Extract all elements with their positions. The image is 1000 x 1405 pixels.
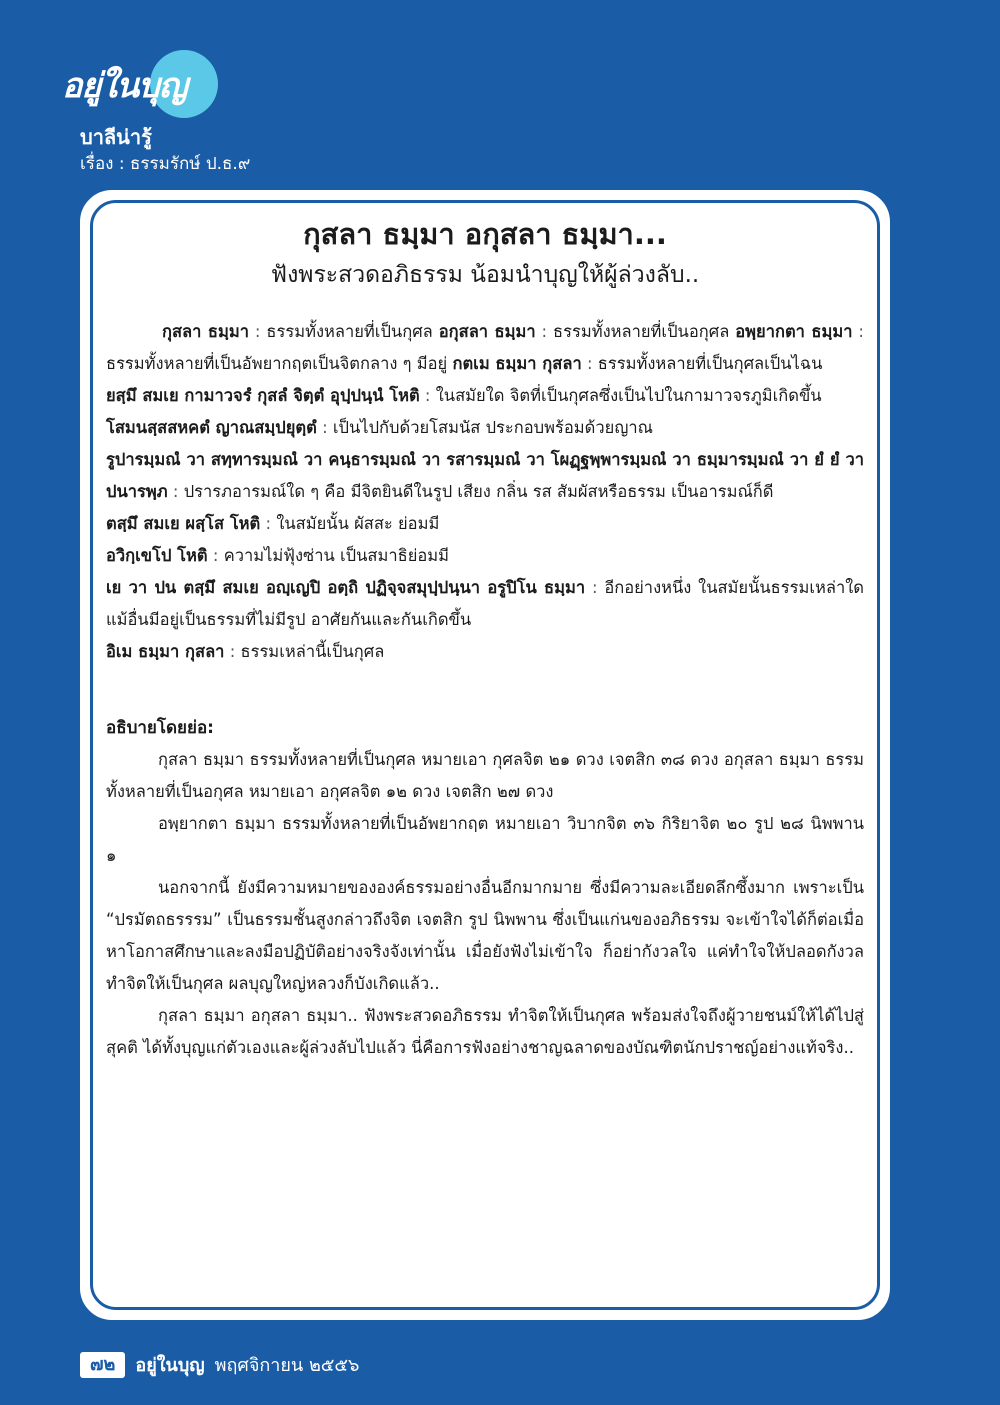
pali-verses [106, 316, 864, 668]
pali-term: รูปารมฺมณํ วา สทฺทารมฺมณํ วา คนฺธารมฺมณํ วา รสารมฺมณํ วา โผฏฺฐพฺพารมฺมณํ วา ธมฺมารมฺมณํ วา ยํ ยํ วา ปนารพฺภ [106, 450, 864, 501]
pali-term: กุสลา ธมฺมา [162, 322, 249, 341]
thai-translation: ธรรมทั้งหลายที่เป็นอัพยากฤตเป็นจิตกลาง ๆ มีอยู่ [106, 354, 453, 373]
page-footer [80, 1350, 359, 1379]
pali-term: อวิกฺเขโป โหติ [106, 546, 208, 565]
pali-term: อพฺยากตา ธมฺมา [735, 322, 853, 341]
pali-term: ยสฺมึ สมเย กามาวจรํ กุสลํ จิตฺตํ อุปฺปนฺนํ โหติ [106, 386, 420, 405]
explanation-paragraph: กุสลา ธมฺมา ธรรมทั้งหลายที่เป็นกุศล หมายเอา กุศลจิต ๒๑ ดวง เจตสิก ๓๘ ดวง อกุสลา ธมฺมา ธรรมทั้งหลายที่เป็นอกุศล หมายเอา อกุศลจิต ๑๒ ดวง เจตสิก ๒๗ ดวง [106, 750, 864, 801]
logo-text: อยู่ในบุญ [62, 66, 187, 106]
thai-translation: ธรรมเหล่านี้เป็นกุศล [240, 642, 385, 661]
pali-term: เย วา ปน ตสฺมึ สมเย อญฺเญปิ อตฺถิ ปฏิจฺจสมุปฺปนฺนา อรูปิโน ธมฺมา [106, 578, 586, 597]
pali-term: กตเม ธมฺมา กุสลา [452, 354, 582, 373]
section-title: บาลีน่ารู้ [80, 125, 152, 149]
footer-magazine-name: อยู่ในบุญ [135, 1355, 205, 1376]
verse-line [106, 412, 864, 444]
pali-term: อกุสลา ธมฺมา [438, 322, 536, 341]
separator: : [316, 418, 333, 437]
article-title: กุสลา ธมฺมา อกุสลา ธมฺมา... [303, 217, 667, 251]
separator: : [248, 322, 267, 341]
thai-translation: ธรรมทั้งหลายที่เป็นกุศล [266, 322, 439, 341]
verse-line [106, 572, 864, 636]
separator: : [260, 514, 277, 533]
article-subtitle: ฟังพระสวดอภิธรรม น้อมนำบุญให้ผู้ล่วงลับ.. [270, 262, 700, 288]
footer-date: พฤศจิกายน ๒๕๕๖ [214, 1355, 360, 1376]
article-card [80, 190, 890, 1320]
explanation-paragraph: นอกจากนี้ ยังมีความหมายขององค์ธรรมอย่างอื่นอีกมากมาย ซึ่งมีความละเอียดลึกซึ้งมาก เพราะเป็น “ปรมัตถธรรรม” เป็นธรรมชั้นสูงกล่าวถึงจิต เจตสิก รูป นิพพาน ซึ่งเป็นแก่นของอภิธรรม จะเข้าใจได้ก็ต่อเมื่อหาโอกาสศึกษาและลงมือปฏิบัติอย่างจริงจังเท่านั้น เมื่อยังฟังไม่เข้าใจ ก็อย่ากังวลใจ แค่ทำใจให้ปลอดกังวล ทำจิตให้เป็นกุศล ผลบุญใหญ่หลวงก็บังเกิดแล้ว.. [106, 878, 864, 993]
byline: เรื่อง : ธรรมรักษ์ ป.ธ.๙ [80, 154, 251, 174]
separator: : [419, 386, 436, 405]
thai-translation: ในสมัยใด จิตที่เป็นกุศลซึ่งเป็นไปในกามาวจรภูมิเกิดขึ้น [435, 386, 822, 405]
thai-translation: ปรารภอารมณ์ใด ๆ คือ มีจิตยินดีในรูป เสียง กลิ่น รส สัมผัสหรือธรรม เป็นอารมณ์ก็ดี [183, 482, 774, 501]
pali-term: อิเม ธมฺมา กุสลา [106, 642, 225, 661]
thai-translation: อีกอย่างหนึ่ง ในสมัยนั้นธรรมเหล่าใด แม้อื่นมีอยู่เป็นธรรมที่ไม่มีรูป อาศัยกันและกันเกิดขึ้น [106, 578, 864, 629]
explanation-paragraphs [106, 744, 864, 1064]
separator: : [585, 578, 605, 597]
verse-line [106, 316, 864, 380]
thai-translation: ธรรมทั้งหลายที่เป็นอกุศล [553, 322, 736, 341]
verse-line [106, 540, 864, 572]
thai-translation: เป็นไปกับด้วยโสมนัส ประกอบพร้อมด้วยญาณ [332, 418, 653, 437]
explanation-paragraph: อพฺยากตา ธมฺมา ธรรมทั้งหลายที่เป็นอัพยากฤต หมายเอา วิบากจิต ๓๖ กิริยาจิต ๒๐ รูป ๒๘ นิพพาน ๑ [106, 814, 864, 865]
verse-line [106, 508, 864, 540]
verse-line [106, 444, 864, 508]
page-number: ๗๒ [80, 1352, 125, 1378]
separator: : [167, 482, 184, 501]
separator: : [581, 354, 598, 373]
explanation-heading: อธิบายโดยย่อ: [106, 718, 214, 738]
thai-translation: ในสมัยนั้น ผัสสะ ย่อมมี [276, 514, 440, 533]
verse-line [106, 636, 864, 668]
verse-line [106, 380, 864, 412]
separator: : [207, 546, 224, 565]
separator: : [852, 322, 864, 341]
article-body [106, 214, 864, 1064]
separator: : [224, 642, 241, 661]
pali-term: โสมนสฺสสหคตํ ญาณสมฺปยุตฺตํ [106, 418, 317, 437]
explanation-paragraph: กุสลา ธมฺมา อกุสลา ธมฺมา.. ฟังพระสวดอภิธรรม ทำจิตให้เป็นกุศล พร้อมส่งใจถึงผู้วายชนม์ให้ได้ไปสู่สุคติ ได้ทั้งบุญแก่ตัวเองและผู้ล่วงลับไปแล้ว นี่คือการฟังอย่างชาญฉลาดของบัณฑิตนักปราชญ์อย่างแท้จริง.. [106, 1006, 864, 1057]
pali-term: ตสฺมึ สมเย ผสฺโส โหติ [106, 514, 261, 533]
thai-translation: ความไม่ฟุ้งซ่าน เป็นสมาธิย่อมมี [223, 546, 450, 565]
thai-translation: ธรรมทั้งหลายที่เป็นกุศลเป็นไฉน [597, 354, 823, 373]
separator: : [535, 322, 554, 341]
